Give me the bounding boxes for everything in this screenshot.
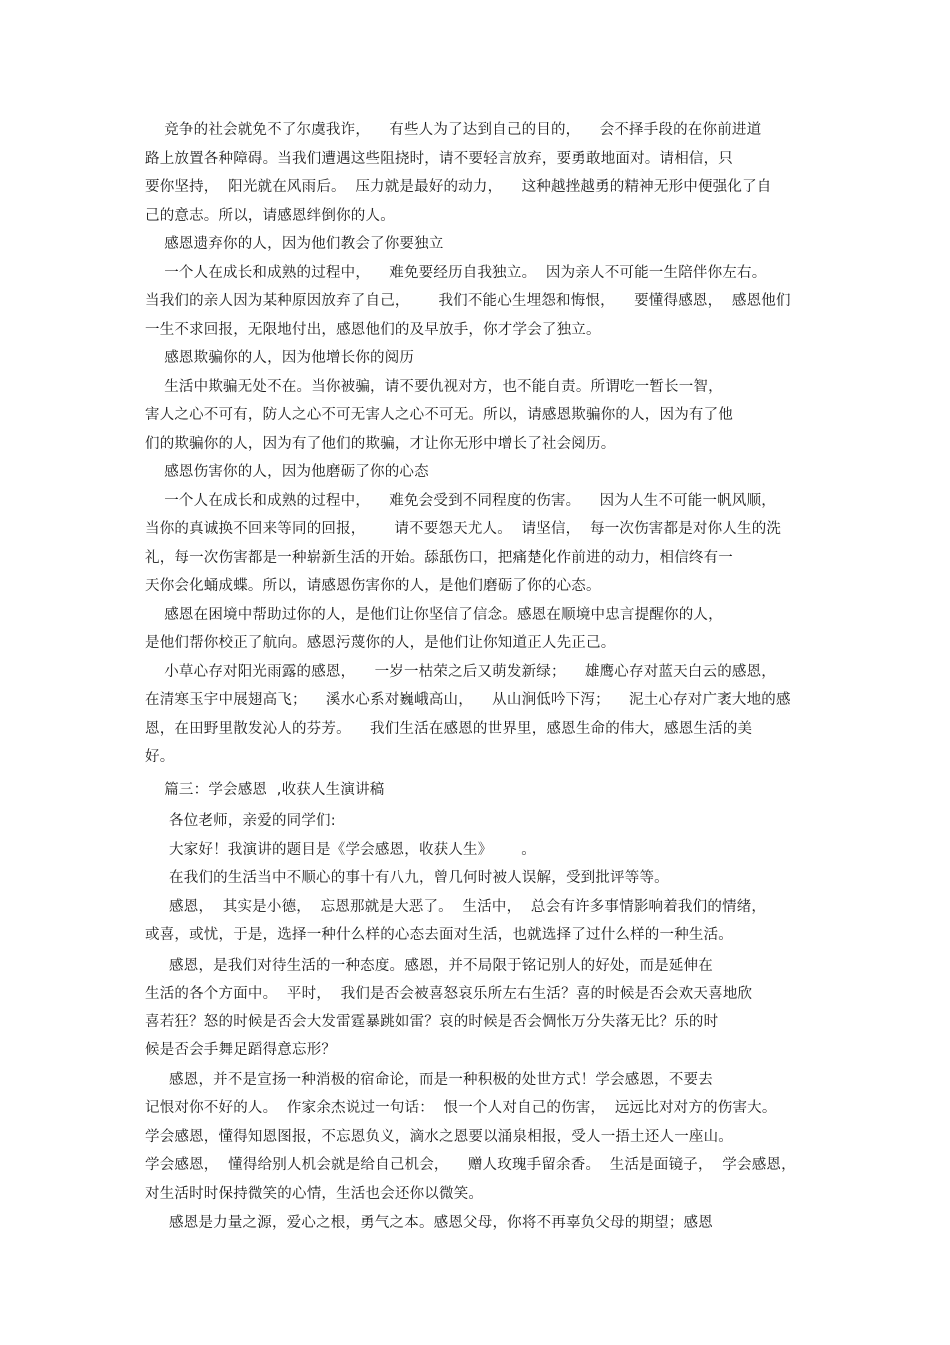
text-line: 一生不求回报，无限地付出，感恩他们的及早放手，你才学会了独立。: [145, 322, 601, 338]
text-line: 是他们帮你校正了航向。感恩污蔑你的人，是他们让你知道正人先正己。: [145, 635, 616, 651]
text-line: 礼，每一次伤害都是一种崭新生活的开始。舔舐伤口，把痛楚化作前进的动力，相信终有一: [145, 550, 733, 566]
section-heading: 篇三：学会感恩 ,收获人生演讲稿: [145, 782, 385, 798]
text-line: 学会感恩，懂得知恩图报，不忘恩负义，滴水之恩要以涌泉相报，受人一捂土还人一座山。: [145, 1129, 733, 1145]
text-line: 们的欺骗你的人，因为有了他们的欺骗，才让你无形中增长了社会阅历。: [145, 436, 616, 452]
text-line: 感恩在困境中帮助过你的人，是他们让你坚信了信念。感恩在顺境中忠言提醒你的人，: [145, 607, 723, 623]
text-line: 当你的真诚换不回来等同的回报， 请不要怨天尤人。 请坚信， 每一次伤害都是对你人生的洗: [145, 521, 782, 537]
text-line: 大家好！我演讲的题目是《学会感恩，收获人生》 。: [145, 842, 536, 858]
text-line: 在清寒玉宇中展翅高飞； 溪水心系对巍峨高山， 从山涧低吟下泻； 泥土心存对广袤大地的感: [145, 692, 791, 708]
text-line: 学会感恩， 懂得给别人机会就是给自己机会， 赠人玫瑰手留余香。 生活是面镜子， 学会感恩，: [145, 1157, 796, 1173]
text-line: 竞争的社会就免不了尔虞我诈， 有些人为了达到自己的目的， 会不择手段的在你前进道: [145, 122, 762, 138]
text-line: 当我们的亲人因为某种原因放弃了自己， 我们不能心生埋怨和悔恨， 要懂得感恩， 感恩他们: [145, 293, 791, 309]
text-line: 或喜，或忧，于是，选择一种什么样的心态去面对生活，也就选择了过什么样的一种生活。: [145, 927, 733, 943]
text-line: 天你会化蛹成蝶。所以，请感恩伤害你的人，是他们磨砺了你的心态。: [145, 578, 601, 594]
text-line: 己的意志。所以，请感恩绊倒你的人。: [145, 208, 395, 224]
text-line: 路上放置各种障碍。当我们遭遇这些阻挠时，请不要轻言放弃，要勇敢地面对。请相信，只: [145, 151, 733, 167]
text-line: 要你坚持， 阳光就在风雨后。 压力就是最好的动力， 这种越挫越勇的精神无形中便强化了自: [145, 179, 772, 195]
text-line: 一个人在成长和成熟的过程中， 难免要经历自我独立。 因为亲人不可能一生陪伴你左右。: [145, 265, 767, 281]
text-line: 一个人在成长和成熟的过程中， 难免会受到不同程度的伤害。 因为人生不可能一帆风顺，: [145, 493, 777, 509]
text-line: 记恨对你不好的人。 作家余杰说过一句话： 恨一个人对自己的伤害， 远远比对对方的伤害大。: [145, 1100, 777, 1116]
text-line: 候是否会手舞足蹈得意忘形？: [145, 1042, 337, 1058]
section-heading: 感恩伤害你的人，因为他磨砺了你的心态: [145, 464, 429, 480]
section-heading: 感恩欺骗你的人，因为他增长你的阅历: [145, 350, 415, 366]
text-line: 感恩，并不是宣扬一种消极的宿命论，而是一种积极的处世方式！学会感恩，不要去: [145, 1072, 713, 1088]
text-line: 生活的各个方面中。 平时， 我们是否会被喜怒哀乐所左右生活？喜的时候是否会欢天喜地欣: [145, 986, 753, 1002]
text-line: 害人之心不可有，防人之心不可无害人之心不可无。所以，请感恩欺骗你的人，因为有了他: [145, 407, 733, 423]
text-line: 感恩是力量之源，爱心之根，勇气之本。感恩父母，你将不再辜负父母的期望；感恩: [145, 1215, 713, 1231]
text-line: 生活中欺骗无处不在。当你被骗，请不要仇视对方，也不能自责。所谓吃一暂长一智，: [145, 379, 723, 395]
text-line: 感恩， 其实是小德， 忘恩那就是大恶了。 生活中， 总会有许多事情影响着我们的情绪，: [145, 899, 767, 915]
text-line: 喜若狂？怒的时候是否会大发雷霆暴跳如雷？哀的时候是否会惆怅万分失落无比？乐的时: [145, 1014, 719, 1030]
text-line: 各位老师，亲爱的同学们:: [145, 813, 336, 829]
text-line: 感恩，是我们对待生活的一种态度。感恩，并不局限于铭记别人的好处，而是延伸在: [145, 958, 713, 974]
text-line: 好。: [145, 749, 175, 765]
text-line: 对生活时时保持微笑的心情，生活也会还你以微笑。: [145, 1186, 484, 1202]
text-line: 恩，在田野里散发沁人的芬芳。 我们生活在感恩的世界里，感恩生命的伟大，感恩生活的美: [145, 721, 753, 737]
section-heading: 感恩遗弃你的人，因为他们教会了你要独立: [145, 236, 444, 252]
text-line: 小草心存对阳光雨露的感恩， 一岁一枯荣之后又萌发新绿； 雄鹰心存对蓝天白云的感恩，: [145, 664, 777, 680]
text-line: 在我们的生活当中不顺心的事十有八九，曾几何时被人误解，受到批评等等。: [145, 870, 669, 886]
